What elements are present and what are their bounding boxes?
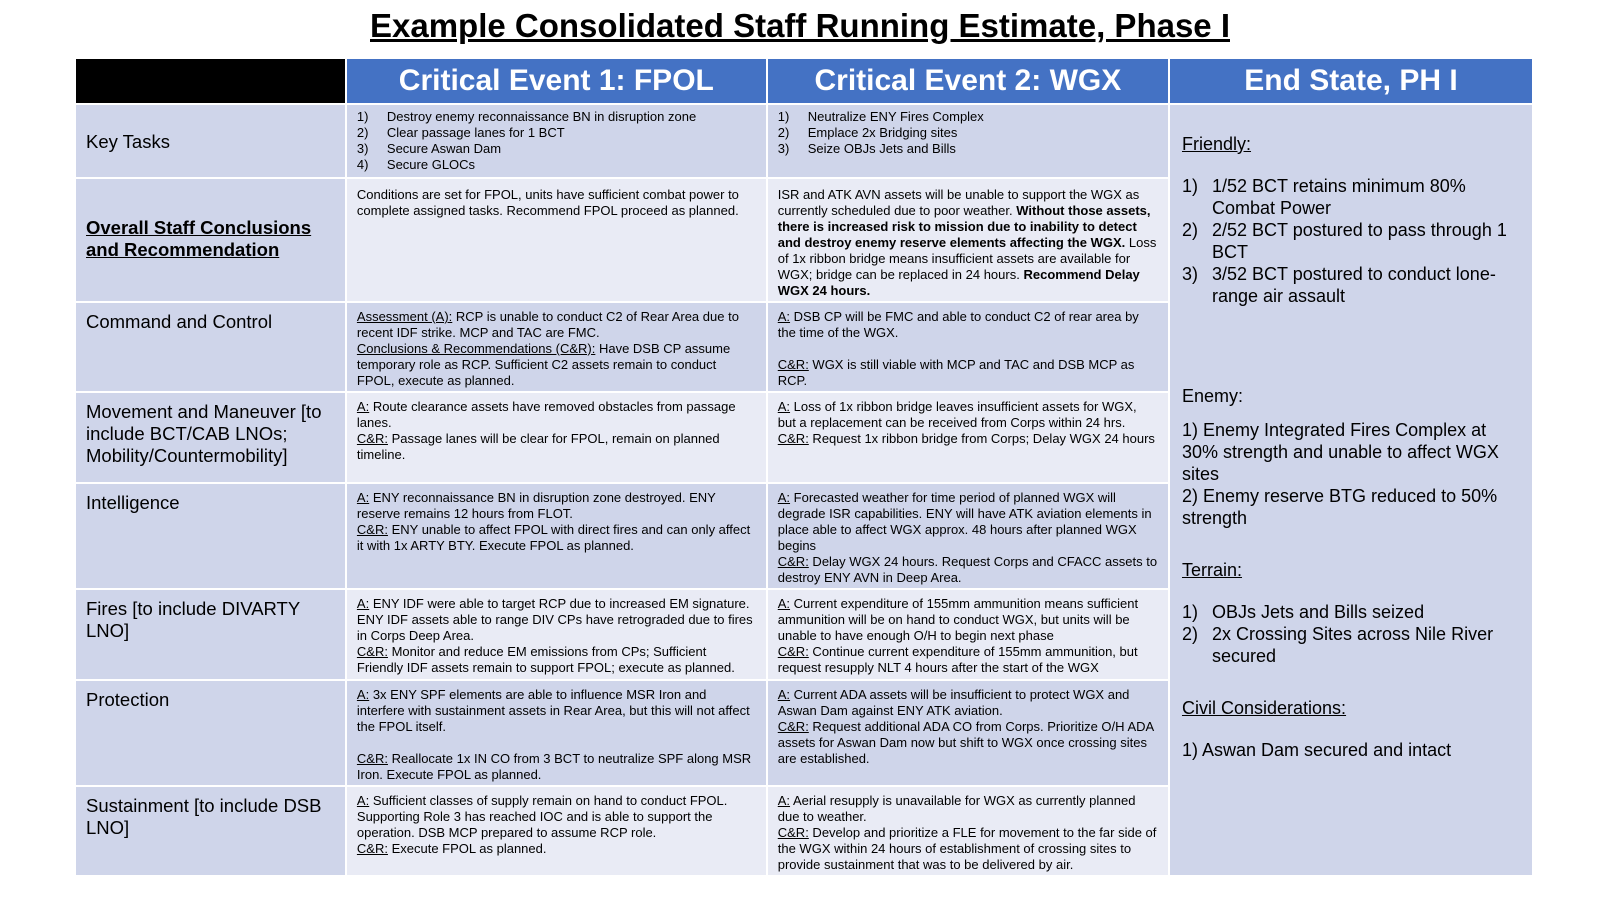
row-label: Movement and Maneuver [to include BCT/CAB LNOs; Mobility/Countermobility] [75,392,346,483]
list-text: Clear passage lanes for 1 BCT [386,125,565,140]
ce2-overall-text-c: Loss of 1x ribbon bridge means insufficient assets are available for WGX; bridge can be replaced in 24 hours. [777,235,1157,282]
assessment-text: Sufficient classes of supply remain on hand to conduct FPOL. Supporting Role 3 has reached IOC and is able to support the operation. DSB MCP prepared to assume RCP role. [356,793,728,840]
assessment-text: ENY reconnaissance BN in disruption zone destroyed. ENY reserve remains 12 hours from FLOT. [356,490,716,521]
friendly-heading: Friendly: [1181,134,1252,154]
key-task-item [778,141,1158,157]
header-blank-cell [75,58,346,104]
friendly-item [1182,219,1520,263]
assessment-label: A: [777,596,791,611]
ce2-overall-text-a: ISR and ATK AVN assets will be unable to support the WGX as currently scheduled due to poor weather. [777,187,1140,218]
list-text: 2x Crossing Sites across Nile River secured [1211,624,1494,666]
assessment-label: A: [777,793,791,808]
civil-heading: Civil Considerations: [1181,698,1347,718]
cr-label: Conclusions & Recommendations (C&R): [356,341,596,356]
header-row [75,58,1533,104]
row-label: Protection [75,680,346,786]
cr-label: C&R: [777,644,809,659]
header-end-state: End State, PH I [1169,58,1533,104]
assessment-label: A: [777,309,791,324]
civil-item-1: 1) Aswan Dam secured and intact [1181,740,1452,760]
assessment-text: ENY IDF were able to target RCP due to increased EM signature. ENY IDF assets able to range DIV CPs have retrograded due to fires in Corps Deep Area. [356,596,753,643]
cr-text: Develop and prioritize a FLE for movement to the far side of the WGX within 24 hours of establishment of crossing sites to provide sustainment that was to be delivered by air. [777,825,1157,872]
enemy-item-2: 2) Enemy reserve BTG reduced to 50% strength [1181,486,1498,528]
ce1-mm [346,392,767,483]
page-title: Example Consolidated Staff Running Estimate, Phase I [370,7,1230,44]
cr-text: Continue current expenditure of 155mm ammunition, but request resupply NLT 4 hours after the start of the WGX [777,644,1138,675]
list-text: Secure Aswan Dam [386,141,502,156]
terrain-item [1182,601,1520,623]
assessment-text: Aerial resupply is unavailable for WGX as currently planned due to weather. [777,793,1136,824]
list-number: 2) [1181,624,1198,644]
assessment-text: Current ADA assets will be insufficient to protect WGX and Aswan Dam against ENY ATK aviation. [777,687,1130,718]
cr-text: Execute FPOL as planned. [387,841,547,856]
key-task-item [778,109,1158,125]
enemy-heading: Enemy: [1181,386,1244,406]
cr-label: C&R: [356,431,388,446]
assessment-label: A: [356,793,370,808]
assessment-text: Route clearance assets have removed obstacles from passage lanes. [356,399,736,430]
key-task-item [357,109,756,125]
terrain-heading: Terrain: [1181,560,1243,580]
key-task-item [357,141,756,157]
list-text: Secure GLOCs [386,157,476,172]
header-ce2: Critical Event 2: WGX [767,58,1169,104]
ce2-fires [767,589,1169,680]
assessment-label: A: [777,490,791,505]
friendly-item [1182,263,1520,307]
list-text: OBJs Jets and Bills seized [1211,602,1425,622]
cr-text: Monitor and reduce EM emissions from CPs; Sufficient Friendly IDF assets remain to support FPOL; execute as planned. [356,644,735,675]
list-text: Seize OBJs Jets and Bills [807,141,956,156]
list-number: 3) [356,141,369,156]
cr-text: Passage lanes will be clear for FPOL, remain on planned timeline. [356,431,720,462]
ce1-intel [346,483,767,589]
ce1-fires [346,589,767,680]
assessment-label: A: [356,596,370,611]
list-number: 2) [356,125,369,140]
end-state-cell [1169,104,1533,876]
row-label: Intelligence [75,483,346,589]
assessment-label: A: [356,399,370,414]
ce2-c2 [767,302,1169,392]
cr-text: WGX is still viable with MCP and TAC and DSB MCP as RCP. [777,357,1135,388]
cr-text: Have DSB CP assume temporary role as RCP. Sufficient C2 assets remain to conduct FPOL, execute as planned. [356,341,731,388]
ce1-sustainment [346,786,767,876]
terrain-list [1182,601,1520,667]
list-text: Destroy enemy reconnaissance BN in disruption zone [386,109,697,124]
ce2-overall-text-d: Recommend Delay WGX 24 hours. [777,267,1140,298]
friendly-list [1182,175,1520,307]
ce2-overall-text-b: Without those assets, there is increased risk to mission due to inability to detect and destroy enemy reserve elements affecting the WGX. [777,203,1151,250]
cr-label: C&R: [777,825,809,840]
row-label: Key Tasks [75,104,346,178]
assessment-label: Assessment (A): [356,309,453,324]
assessment-text: Forecasted weather for time period of planned WGX will degrade ISR capabilities. ENY will have ATK aviation elements in place able to affect WGX approx. 48 hours after planned WGX begins [777,490,1152,553]
row-label: Overall Staff Conclusions and Recommendation [75,178,346,302]
list-text: 2/52 BCT postured to pass through 1 BCT [1211,220,1507,262]
key-task-item [357,157,756,173]
list-number: 1) [1181,176,1198,196]
ce1-overall: Conditions are set for FPOL, units have sufficient combat power to complete assigned tasks. Recommend FPOL proceed as planned. [346,178,767,302]
ce1-protection [346,680,767,786]
ce1-c2 [346,302,767,392]
cr-label: C&R: [777,719,809,734]
list-number: 1) [356,109,369,124]
ce2-key-tasks [767,104,1169,178]
friendly-item [1182,175,1520,219]
list-number: 1) [1181,602,1198,622]
enemy-item-1: 1) Enemy Integrated Fires Complex at 30% strength and unable to affect WGX sites [1181,420,1499,484]
key-task-item [778,125,1158,141]
list-text: Neutralize ENY Fires Complex [807,109,984,124]
list-number: 4) [356,157,369,172]
cr-text: Reallocate 1x IN CO from 3 BCT to neutralize SPF along MSR Iron. Execute FPOL as planned. [356,751,752,782]
terrain-item [1182,623,1520,667]
assessment-text: DSB CP will be FMC and able to conduct C2 of rear area by the time of the WGX. [777,309,1139,340]
ce2-overall [767,178,1169,302]
cr-text: ENY unable to affect FPOL with direct fires and can only affect it with 1x ARTY BTY. Execute FPOL as planned. [356,522,751,553]
assessment-label: A: [777,687,791,702]
assessment-label: A: [356,490,370,505]
row-label: Sustainment [to include DSB LNO] [75,786,346,876]
assessment-text: Current expenditure of 155mm ammunition means sufficient ammunition will be on hand to conduct WGX, but units will be unable to have enough O/H to begin next phase [777,596,1139,643]
list-number: 3) [1181,264,1198,284]
row-label: Fires [to include DIVARTY LNO] [75,589,346,680]
running-estimate-table [74,57,1534,877]
cr-label: C&R: [356,751,388,766]
key-task-item [357,125,756,141]
cr-label: C&R: [777,554,809,569]
ce2-protection [767,680,1169,786]
cr-text: Request additional ADA CO from Corps. Prioritize O/H ADA assets for Aswan Dam now but shift to WGX once crossing sites are established. [777,719,1154,766]
row-label: Command and Control [75,302,346,392]
assessment-label: A: [777,399,791,414]
assessment-label: A: [356,687,370,702]
list-number: 3) [777,141,790,156]
cr-label: C&R: [356,522,388,537]
ce2-task-list [778,109,1158,157]
assessment-text: Loss of 1x ribbon bridge leaves insufficient assets for WGX, but a replacement can be received from Corps within 24 hrs. [777,399,1137,430]
list-text: 3/52 BCT postured to conduct lone-range air assault [1211,264,1496,306]
cr-text: Request 1x ribbon bridge from Corps; Delay WGX 24 hours [808,431,1155,446]
ce2-mm [767,392,1169,483]
assessment-text: 3x ENY SPF elements are able to influence MSR Iron and interfere with sustainment assets in Rear Area, but this will not affect the FPOL itself. [356,687,750,734]
header-ce1: Critical Event 1: FPOL [346,58,767,104]
list-text: Emplace 2x Bridging sites [807,125,958,140]
assessment-text: RCP is unable to conduct C2 of Rear Area due to recent IDF strike. MCP and TAC are FMC. [356,309,739,340]
ce2-intel [767,483,1169,589]
list-number: 2) [777,125,790,140]
cr-label: C&R: [777,431,809,446]
cr-label: C&R: [356,644,388,659]
list-number: 1) [777,109,790,124]
cr-label: C&R: [777,357,809,372]
ce1-task-list [357,109,756,173]
list-number: 2) [1181,220,1198,240]
cr-label: C&R: [356,841,388,856]
cr-text: Delay WGX 24 hours. Request Corps and CFACC assets to destroy ENY AVN in Deep Area. [777,554,1158,585]
row-key-tasks [75,104,1533,178]
list-text: 1/52 BCT retains minimum 80% Combat Power [1211,176,1466,218]
ce1-key-tasks [346,104,767,178]
ce2-sustainment [767,786,1169,876]
